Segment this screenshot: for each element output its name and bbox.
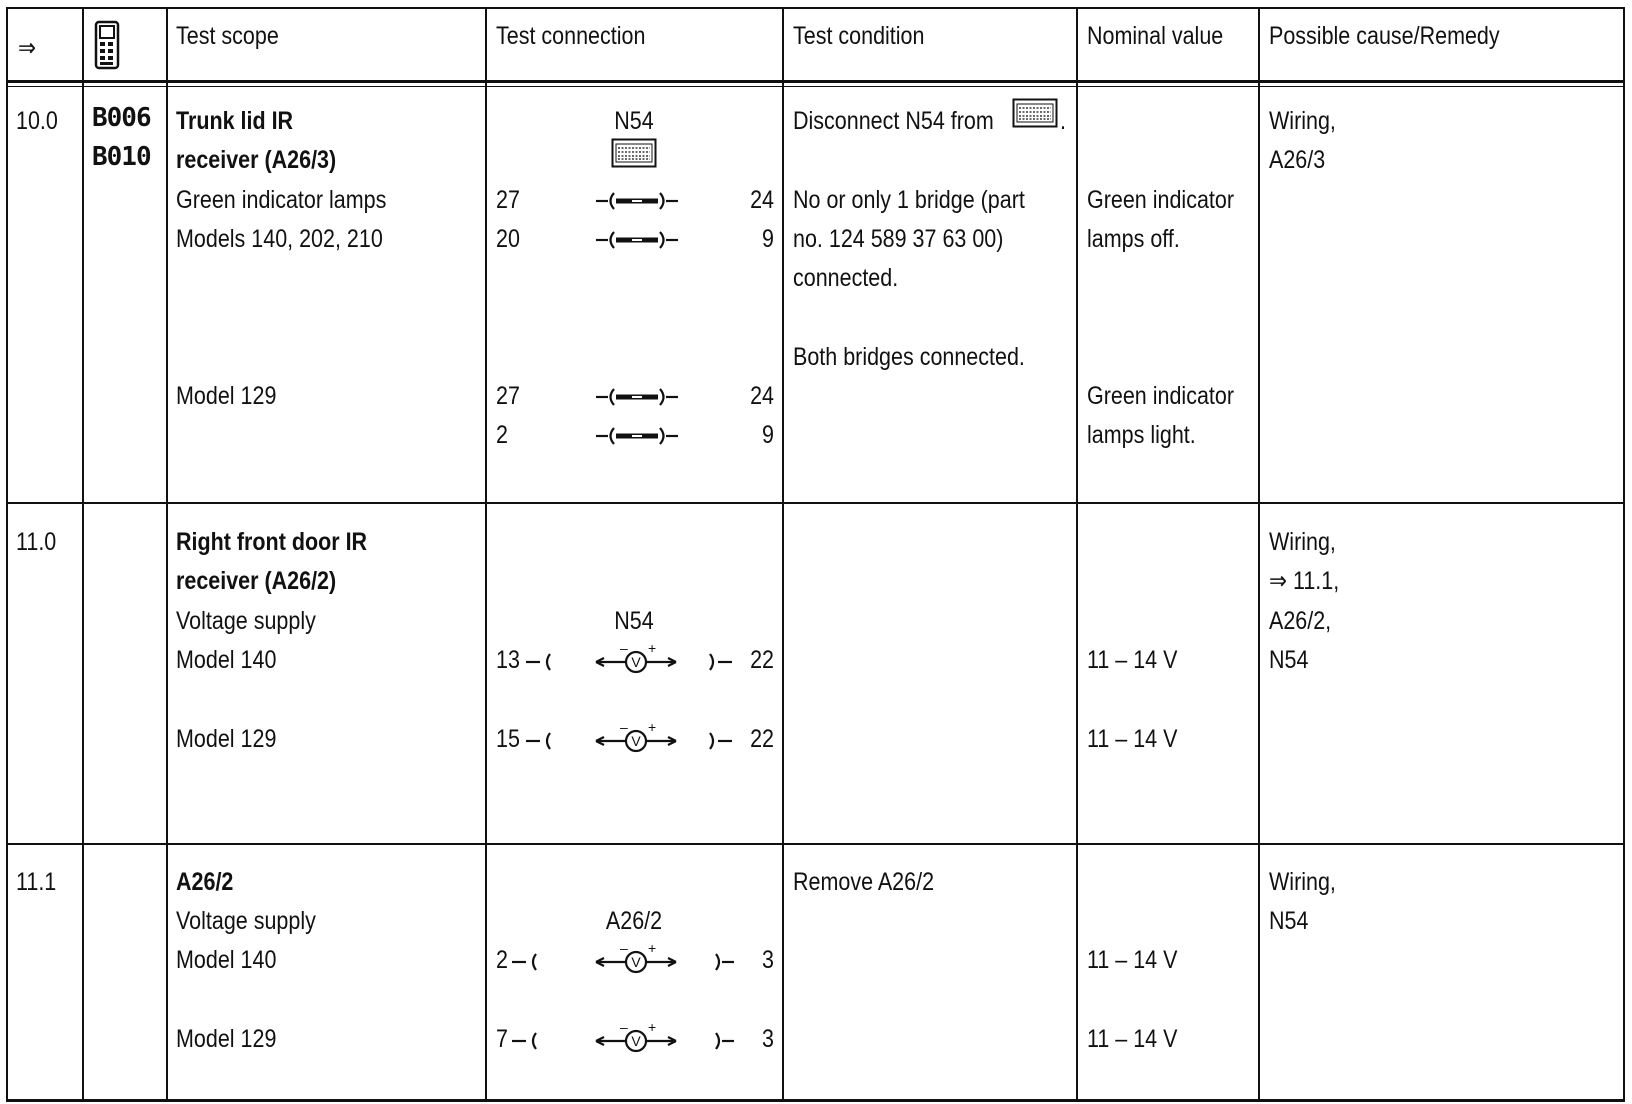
pin-left: 20	[496, 225, 520, 253]
connector-label: A26/2	[605, 907, 663, 935]
col-divider	[6, 7, 8, 1102]
svg-text:–: –	[620, 942, 628, 956]
scope-line: Green indicator lamps	[176, 186, 387, 214]
pin-left: 27	[496, 186, 520, 214]
nominal-value: 11 – 14 V	[1087, 725, 1178, 753]
scope-line: Model 140	[176, 646, 277, 674]
table-border-bottom	[6, 1099, 1625, 1102]
header-divider	[6, 80, 1625, 83]
svg-text:V: V	[631, 654, 641, 670]
connector-label: N54	[614, 607, 654, 635]
cause-text: ⇒ 11.1,	[1269, 567, 1340, 595]
nominal-value: Green indicator	[1087, 382, 1235, 410]
col-divider	[485, 7, 487, 1102]
pin-right: 9	[762, 225, 774, 253]
scope-title: receiver (A26/3)	[176, 146, 337, 174]
pin-right: 3	[762, 1025, 774, 1053]
svg-text:+: +	[648, 642, 657, 656]
voltmeter-icon	[508, 942, 738, 983]
header-divider-2	[6, 86, 1625, 87]
scope-title: Right front door IR	[176, 528, 368, 556]
scope-line: Model 129	[176, 382, 277, 410]
connector-label: N54	[614, 107, 654, 135]
header-test-connection: Test connection	[496, 22, 646, 50]
cause-text: N54	[1269, 646, 1309, 674]
header-nominal-value: Nominal value	[1087, 22, 1224, 50]
cause-text: Wiring,	[1269, 868, 1336, 896]
condition-text: connected.	[793, 264, 899, 292]
nominal-value: 11 – 14 V	[1087, 946, 1178, 974]
scope-title: Trunk lid IR	[176, 107, 294, 135]
col-divider	[166, 7, 168, 1102]
step-number: 11.1	[16, 868, 57, 896]
nominal-value: lamps off.	[1087, 225, 1180, 253]
row-divider	[6, 843, 1625, 845]
condition-text: no. 124 589 37 63 00)	[793, 225, 1004, 253]
scope-title: receiver (A26/2)	[176, 567, 337, 595]
bridge-connector-icon	[594, 228, 680, 257]
pin-left: 15	[496, 725, 520, 753]
condition-text: Disconnect N54 from	[793, 107, 994, 135]
condition-text: Both bridges connected.	[793, 343, 1025, 371]
voltmeter-icon	[522, 642, 738, 683]
cause-text: Wiring,	[1269, 107, 1336, 135]
pin-left: 7	[496, 1025, 508, 1053]
col-divider	[1076, 7, 1078, 1102]
connector-block-icon	[1012, 98, 1058, 133]
fault-code: B006	[92, 103, 151, 133]
scope-line: Model 129	[176, 1025, 277, 1053]
svg-text:–: –	[620, 721, 628, 735]
pin-left: 13	[496, 646, 520, 674]
nominal-value: 11 – 14 V	[1087, 1025, 1178, 1053]
table-border-right	[1623, 7, 1625, 1102]
svg-text:–: –	[620, 1021, 628, 1035]
header-test-scope: Test scope	[176, 22, 279, 50]
pin-right: 24	[750, 186, 774, 214]
nominal-value: Green indicator	[1087, 186, 1235, 214]
svg-text:+: +	[648, 721, 657, 735]
voltmeter-icon	[522, 721, 738, 762]
condition-text: Remove A26/2	[793, 868, 935, 896]
pin-right: 22	[750, 725, 774, 753]
bridge-connector-icon	[594, 424, 680, 453]
scope-line: Models 140, 202, 210	[176, 225, 383, 253]
step-number: 10.0	[16, 107, 58, 135]
cause-text: A26/3	[1269, 146, 1326, 174]
hand-tester-icon	[94, 20, 120, 75]
cause-text: N54	[1269, 907, 1309, 935]
step-number: 11.0	[16, 528, 57, 556]
row-divider	[6, 502, 1625, 504]
svg-text:V: V	[631, 1033, 641, 1049]
pin-right: 24	[750, 382, 774, 410]
scope-line: Voltage supply	[176, 907, 316, 935]
header-arrow: ⇒	[18, 34, 37, 62]
connector-block-icon	[611, 138, 657, 173]
scope-line: Model 129	[176, 725, 277, 753]
fault-code: B010	[92, 142, 151, 172]
svg-text:–: –	[620, 642, 628, 656]
cause-text: Wiring,	[1269, 528, 1336, 556]
pin-left: 2	[496, 421, 508, 449]
pin-right: 9	[762, 421, 774, 449]
voltmeter-icon	[508, 1021, 738, 1062]
bridge-connector-icon	[594, 385, 680, 414]
pin-left: 2	[496, 946, 508, 974]
col-divider	[782, 7, 784, 1102]
pin-right: 3	[762, 946, 774, 974]
bridge-connector-icon	[594, 189, 680, 218]
nominal-value: 11 – 14 V	[1087, 646, 1178, 674]
svg-text:V: V	[631, 954, 641, 970]
svg-text:+: +	[648, 1021, 657, 1035]
condition-period: .	[1060, 107, 1066, 135]
cause-text: A26/2,	[1269, 607, 1332, 635]
nominal-value: lamps light.	[1087, 421, 1196, 449]
col-divider	[82, 7, 84, 1102]
table-border-top	[6, 7, 1625, 9]
scope-line: Voltage supply	[176, 607, 316, 635]
scope-title: A26/2	[176, 868, 234, 896]
pin-right: 22	[750, 646, 774, 674]
svg-text:V: V	[631, 733, 641, 749]
scope-line: Model 140	[176, 946, 277, 974]
col-divider	[1258, 7, 1260, 1102]
header-possible-cause: Possible cause/Remedy	[1269, 22, 1500, 50]
header-test-condition: Test condition	[793, 22, 925, 50]
svg-text:+: +	[648, 942, 657, 956]
condition-text: No or only 1 bridge (part	[793, 186, 1025, 214]
pin-left: 27	[496, 382, 520, 410]
